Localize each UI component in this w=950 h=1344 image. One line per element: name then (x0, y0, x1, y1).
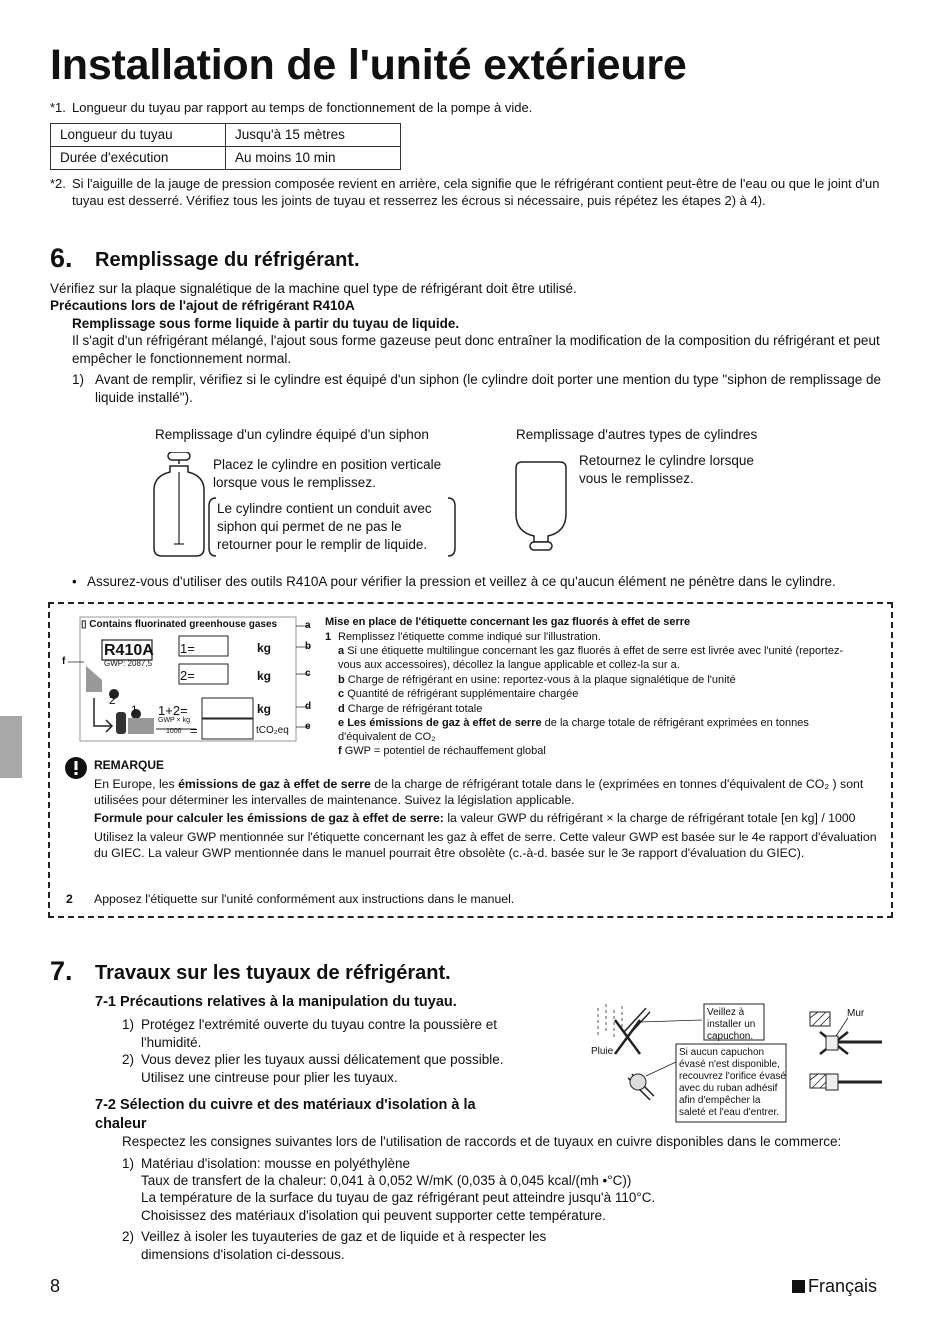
circle-1: 1 (158, 703, 166, 718)
note-2: *2. Si l'aiguille de la jauge de pression composée revient en arrière, cela signifie que le réfrigérant contient peut-être de l'eau ou que le joint d'un tuyau est desserré. Vérifiez tous les joints de tuyau et resserrez les écrous si nécessaire, puis répétez les étapes 2) à 4). (50, 176, 880, 209)
sub1-item-2-num: 2) (122, 1052, 135, 1067)
letter-f: f (62, 656, 66, 667)
liquid-heading: Remplissage sous forme liquide à partir du tuyau de liquide. (72, 316, 460, 331)
fig-left-text-1: Placez le cylindre en position verticale lorsque vous le remplissez. (213, 457, 442, 491)
sub2-item-1-num: 1) (122, 1156, 135, 1171)
siphon-cylinder-icon (148, 452, 210, 564)
unit-kg: kg (257, 641, 272, 655)
refrigerant-type: R410A (104, 642, 154, 659)
eq-sign: = (187, 668, 195, 683)
fig-right-title: Remplissage d'autres types de cylindres (516, 427, 758, 442)
fig-mur: Mur (847, 1008, 865, 1019)
eq-sign: = (180, 703, 188, 718)
vacuum-time-table (50, 123, 401, 170)
subsection-7-2-title: 7-2 Sélection du cuivre et des matériaux d'isolation à la chaleur (95, 1097, 476, 1132)
side-tab (0, 716, 22, 778)
sub1-item-1-num: 1) (122, 1017, 135, 1032)
liquid-text: Il s'agit d'un réfrigérant mélangé, l'ajout sous forme gazeuse peut donc entraîner la modification de la composition du réfrigérant et peut empêcher le fonctionnement normal. (72, 333, 880, 367)
label-item-c: c Quantité de réfrigérant supplémentaire chargée (338, 688, 579, 700)
section-7-heading: 7. Travaux sur les tuyaux de réfrigérant. (50, 956, 451, 986)
unit-tco2: tCO₂eq (256, 725, 289, 736)
letter-a: a (305, 620, 311, 631)
remark-formula: Formule pour calculer les émissions de gaz à effet de serre: la valeur GWP du réfrigérant × la charge de réfrigérant totale [en kg] / 1000 (94, 811, 856, 825)
table-row (51, 147, 401, 170)
table-cell: Jusqu'à 15 mètres (226, 124, 401, 147)
label-header: Contains fluorinated greenhouse gases (89, 619, 278, 630)
step-1-text: Avant de remplir, vérifiez si le cylindre est équipé d'un siphon (le cylindre doit porter une mention du type "siphon de remplissage de liquide installé"). (95, 372, 882, 406)
letter-e: e (305, 721, 311, 732)
square-icon (792, 1280, 805, 1293)
remark-title: REMARQUE (94, 758, 165, 772)
gwp-kg: GWP × kg (158, 717, 190, 724)
table-row (51, 124, 401, 147)
note-1: *1. Longueur du tuyau par rapport au temps de fonctionnement de la pompe à vide. (50, 100, 533, 115)
letter-d: d (305, 701, 312, 712)
eq-sign: = (187, 641, 195, 656)
fig-left-text-2: Le cylindre contient un conduit avec siphon qui permet de ne pas le retourner pour le remplir de liquide. (217, 501, 432, 553)
sub2-item-2-num: 2) (122, 1229, 135, 1244)
label-item-b: b Charge de réfrigérant en usine: reportez-vous à la plaque signalétique de l'unité (338, 674, 736, 686)
page-title: Installation de l'unité extérieure (50, 41, 687, 89)
unit-kg: kg (257, 702, 272, 716)
precautions-heading: Précautions lors de l'ajout de réfrigérant R410A (50, 298, 355, 313)
table-cell: Au moins 10 min (226, 147, 401, 170)
gwp-value: GWP: 2087,5 (104, 659, 153, 668)
label-item-e: e Les émissions de gaz à effet de serre de la charge totale de réfrigérant exprimées en tonnes d'équivalent de CO₂ (338, 717, 809, 744)
warning-icon (64, 756, 88, 780)
table-cell: Durée d'exécution (51, 147, 226, 170)
step-circle-1: 1 (131, 703, 138, 717)
bullet-text: Assurez-vous d'utiliser des outils R410A pour vérifier la pression et veillez à ce qu'aucun élément ne pénètre dans le cylindre. (87, 574, 836, 589)
label-icon: ▯ (81, 619, 87, 630)
section-6-intro: Vérifiez sur la plaque signalétique de la machine quel type de réfrigérant doit être utilisé. (50, 281, 577, 296)
fig-capuchon: Si aucun capuchon évasé n'est disponible, recouvrez l'orifice évasé avec du ruban adhésif afin d'empêcher la saleté et l'eau d'entrer. (679, 1047, 786, 1118)
letter-c: c (305, 668, 311, 679)
remark-paragraph-3: Utilisez la valeur GWP mentionnée sur l'étiquette concernant les gaz à effet de serre. Cette valeur GWP est basée sur le 4e rapport d'évaluation du GIEC. La valeur GWP mentionnée dans le manuel pourrait être obsolète (c.-à-d. basée sur le 3e rapport d'évaluation du GIEC). (94, 830, 877, 861)
fig-pluie: Pluie (591, 1046, 614, 1057)
fig-right-text: Retournez le cylindre lorsque vous le remplissez. (579, 453, 754, 487)
bullet-dot: • (72, 574, 77, 589)
table-cell: Longueur du tuyau (51, 124, 226, 147)
language-label: Français (792, 1274, 877, 1298)
label-item-f: f GWP = potentiel de réchauffement global (338, 745, 546, 757)
eq-sign: = (190, 723, 198, 738)
step-circle-2: 2 (109, 693, 116, 707)
sub2-item-1-line: Taux de transfert de la chaleur: 0,041 à 0,052 W/mK (0,035 à 0,045 kcal/(mh •°C)) (141, 1173, 632, 1188)
inverted-cylinder-icon (510, 456, 572, 558)
sub2-intro: Respectez les consignes suivantes lors de l'utilisation de raccords et de tuyaux en cuivre disponibles dans le commerce: (122, 1134, 842, 1149)
step-1-number: 1) (72, 372, 85, 387)
circle-2: 2 (172, 703, 181, 718)
label-item-d: d Charge de réfrigérant totale (338, 703, 483, 715)
label-step-2-text: Apposez l'étiquette sur l'unité conformément aux instructions dans le manuel. (94, 892, 515, 906)
label-step-2-num: 2 (66, 892, 73, 906)
label-step-1-text: Remplissez l'étiquette comme indiqué sur l'illustration. (338, 631, 601, 643)
sub2-item-1-line: La température de la surface du tuyau de gaz réfrigérant peut atteindre jusqu'à 110°C. (141, 1190, 656, 1205)
page-number: 8 (50, 1276, 61, 1296)
sub1-item-2-text: Vous devez plier les tuyaux aussi délicatement que possible. Utilisez une cintreuse pour plier les tuyaux. (141, 1052, 504, 1086)
fig-veillez: Veillez à installer un capuchon. (707, 1007, 756, 1042)
divisor: 1000 (166, 728, 182, 735)
sub1-item-1-text: Protégez l'extrémité ouverte du tuyau contre la poussière et l'humidité. (141, 1017, 498, 1051)
label-item-a: a Si une étiquette multilingue concernant les gaz fluorés à effet de serre est livrée avec l'unité (reportez-vous aux accessoires), décollez la langue applicable et collez-la sur a. (338, 645, 844, 672)
fig-left-title: Remplissage d'un cylindre équipé d'un siphon (155, 427, 429, 442)
unit-kg: kg (257, 669, 272, 683)
label-heading: Mise en place de l'étiquette concernant les gaz fluorés à effet de serre (325, 616, 691, 628)
remark-paragraph-1: En Europe, les émissions de gaz à effet de serre de la charge de réfrigérant totale dans le (exprimées en tonnes d'équivalent de CO₂ ) sont utilisées pour déterminer les intervalles de maintenance. Suivez la législation applicable. (94, 777, 864, 808)
letter-b: b (305, 641, 312, 652)
label-step-1-num: 1 (325, 631, 332, 643)
sub2-item-2-text: Veillez à isoler les tuyauteries de gaz et de liquide et à respecter les dimensions d'isolation ci-dessous. (141, 1229, 547, 1263)
sub2-item-1-line: Choisissez des matériaux d'isolation qui peuvent supporter cette température. (141, 1208, 606, 1223)
circle-1: 1 (180, 641, 188, 656)
subsection-7-1-title: 7-1 Précautions relatives à la manipulation du tuyau. (95, 994, 457, 1010)
circle-2: 2 (180, 668, 188, 683)
section-6-heading: 6. Remplissage du réfrigérant. (50, 243, 360, 273)
plus-sign: + (165, 703, 173, 718)
sub2-item-1-line: Matériau d'isolation: mousse en polyéthylène (141, 1156, 410, 1171)
